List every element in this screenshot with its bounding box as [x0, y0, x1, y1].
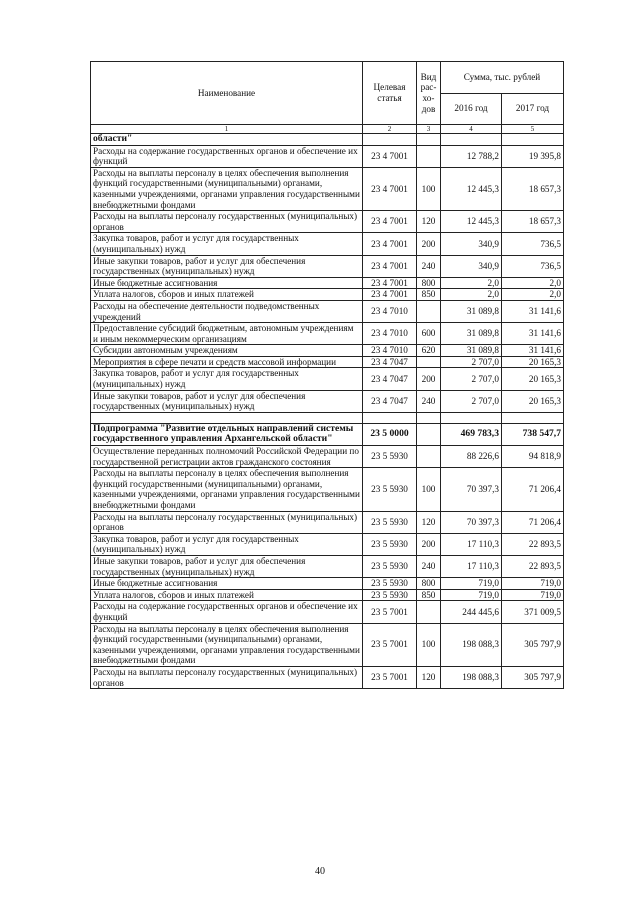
cell-sum-2016: 198 088,3: [441, 623, 502, 666]
cell-target-code: 23 4 7001: [363, 255, 417, 277]
cell-sum-2016: 17 110,3: [441, 533, 502, 555]
cell-expense-type: 120: [417, 511, 441, 533]
cell-sum-2016: 2,0: [441, 277, 502, 289]
table-row: [91, 233, 564, 255]
cell-target-code: 23 4 7001: [363, 289, 417, 301]
cell-name: Расходы на обеспечение деятельности подведомственных учреждений: [91, 300, 363, 322]
cell-sum-2016: [441, 134, 502, 146]
table-row: [91, 468, 564, 511]
cell-sum-2017: 31 141,6: [502, 345, 564, 357]
cell-expense-type: 850: [417, 589, 441, 601]
column-number: 3: [417, 125, 441, 134]
cell-expense-type: 100: [417, 167, 441, 210]
column-number: 1: [91, 125, 363, 134]
cell-expense-type: 200: [417, 533, 441, 555]
page-number: 40: [315, 866, 325, 877]
cell-sum-2017: 31 141,6: [502, 300, 564, 322]
cell-sum-2016: 12 445,3: [441, 211, 502, 233]
cell-sum-2017: 94 818,9: [502, 446, 564, 468]
cell-expense-type: 100: [417, 468, 441, 511]
cell-name: Предоставление субсидий бюджетным, автономным учреждениям и иным некоммерческим организациям: [91, 323, 363, 345]
cell-expense-type: [417, 356, 441, 368]
cell-sum-2016: 31 089,8: [441, 323, 502, 345]
cell-sum-2016: 198 088,3: [441, 666, 502, 688]
cell-target-code: 23 4 7001: [363, 277, 417, 289]
cell-expense-type: 100: [417, 623, 441, 666]
cell-expense-type: [417, 601, 441, 623]
cell-target-code: 23 5 5930: [363, 589, 417, 601]
table-body: [91, 134, 564, 689]
cell-sum-2017: [502, 134, 564, 146]
cell-target-code: 23 4 7001: [363, 167, 417, 210]
cell-expense-type: 600: [417, 323, 441, 345]
cell-name: Закупка товаров, работ и услуг для государственных (муниципальных) нужд: [91, 368, 363, 390]
table-row: [91, 345, 564, 357]
cell-target-code: 23 4 7047: [363, 390, 417, 412]
cell-name: Расходы на выплаты персоналу государственных (муниципальных) органов: [91, 211, 363, 233]
cell-target-code: 23 4 7001: [363, 211, 417, 233]
cell-expense-type: 620: [417, 345, 441, 357]
cell-name: области": [91, 134, 363, 146]
cell-sum-2017: 71 206,4: [502, 468, 564, 511]
column-number: 2: [363, 125, 417, 134]
cell-name: Закупка товаров, работ и услуг для государственных (муниципальных) нужд: [91, 533, 363, 555]
cell-sum-2016: 17 110,3: [441, 555, 502, 577]
table-row: [91, 601, 564, 623]
table-row: [91, 368, 564, 390]
budget-table: [90, 61, 564, 689]
cell-name: Расходы на выплаты персоналу в целях обеспечения выполнения функций государственными (муниципальными) органами, казенными учреждениями, органами управления государственными внебюджетными фондами: [91, 468, 363, 511]
cell-name: Осуществление переданных полномочий Российской Федерации по государственной регистрации актов гражданского состояния: [91, 446, 363, 468]
cell-expense-type: [417, 412, 441, 423]
cell-name: [91, 412, 363, 423]
cell-target-code: 23 5 7001: [363, 601, 417, 623]
header-name: Наименование: [91, 62, 363, 125]
header-exp-type: Вид рас-хо-дов: [417, 62, 441, 125]
cell-target-code: 23 4 7001: [363, 233, 417, 255]
cell-sum-2016: [441, 412, 502, 423]
cell-sum-2017: 371 009,5: [502, 601, 564, 623]
cell-name: Иные закупки товаров, работ и услуг для обеспечения государственных (муниципальных) нужд: [91, 390, 363, 412]
cell-sum-2016: 719,0: [441, 578, 502, 590]
table-row: [91, 511, 564, 533]
cell-target-code: 23 4 7010: [363, 300, 417, 322]
cell-sum-2017: 18 657,3: [502, 211, 564, 233]
table-row: [91, 555, 564, 577]
cell-sum-2017: 305 797,9: [502, 666, 564, 688]
cell-expense-type: 200: [417, 368, 441, 390]
cell-sum-2016: 12 445,3: [441, 167, 502, 210]
cell-target-code: 23 4 7010: [363, 345, 417, 357]
cell-expense-type: 800: [417, 578, 441, 590]
cell-sum-2016: 70 397,3: [441, 468, 502, 511]
cell-name: Иные закупки товаров, работ и услуг для обеспечения государственных (муниципальных) нужд: [91, 255, 363, 277]
cell-expense-type: [417, 300, 441, 322]
cell-name: Уплата налогов, сборов и иных платежей: [91, 589, 363, 601]
cell-sum-2017: 22 893,5: [502, 555, 564, 577]
cell-expense-type: [417, 423, 441, 445]
cell-target-code: 23 5 5930: [363, 533, 417, 555]
table-row: [91, 423, 564, 445]
table-row: [91, 323, 564, 345]
cell-name: Мероприятия в сфере печати и средств массовой информации: [91, 356, 363, 368]
cell-expense-type: 240: [417, 555, 441, 577]
cell-expense-type: 120: [417, 211, 441, 233]
cell-target-code: 23 5 5930: [363, 446, 417, 468]
header-year-2016: 2016 год: [441, 93, 502, 125]
cell-sum-2016: 2 707,0: [441, 390, 502, 412]
table-row: [91, 277, 564, 289]
cell-sum-2016: 244 445,6: [441, 601, 502, 623]
cell-sum-2016: 12 788,2: [441, 145, 502, 167]
cell-name: Иные закупки товаров, работ и услуг для обеспечения государственных (муниципальных) нужд: [91, 555, 363, 577]
cell-sum-2017: 736,5: [502, 233, 564, 255]
cell-expense-type: 200: [417, 233, 441, 255]
cell-sum-2016: 2 707,0: [441, 368, 502, 390]
table-row: [91, 589, 564, 601]
cell-name: Расходы на выплаты персоналу в целях обеспечения выполнения функций государственными (муниципальными) органами, казенными учреждениями, органами управления государственными внебюджетными фондами: [91, 167, 363, 210]
cell-sum-2017: 305 797,9: [502, 623, 564, 666]
table-row: [91, 255, 564, 277]
cell-sum-2016: 469 783,3: [441, 423, 502, 445]
cell-sum-2017: 19 395,8: [502, 145, 564, 167]
cell-expense-type: [417, 145, 441, 167]
cell-sum-2016: 70 397,3: [441, 511, 502, 533]
cell-expense-type: 120: [417, 666, 441, 688]
table-row: [91, 211, 564, 233]
table-row: [91, 167, 564, 210]
cell-sum-2017: 18 657,3: [502, 167, 564, 210]
cell-target-code: 23 5 5930: [363, 511, 417, 533]
cell-target-code: [363, 134, 417, 146]
table-row: [91, 578, 564, 590]
cell-name: Расходы на выплаты персоналу в целях обеспечения выполнения функций государственными (муниципальными) органами, казенными учреждениями, органами управления государственными внебюджетными фондами: [91, 623, 363, 666]
cell-expense-type: 240: [417, 390, 441, 412]
cell-target-code: [363, 412, 417, 423]
cell-sum-2016: 2,0: [441, 289, 502, 301]
cell-target-code: 23 5 5930: [363, 555, 417, 577]
cell-expense-type: 850: [417, 289, 441, 301]
cell-sum-2016: 340,9: [441, 255, 502, 277]
cell-name: Иные бюджетные ассигнования: [91, 578, 363, 590]
cell-sum-2017: 20 165,3: [502, 356, 564, 368]
table-row: [91, 300, 564, 322]
header-year-2017: 2017 год: [502, 93, 564, 125]
cell-name: Субсидии автономным учреждениям: [91, 345, 363, 357]
cell-sum-2017: 719,0: [502, 589, 564, 601]
table-row: [91, 289, 564, 301]
header-code: Целевая статья: [363, 62, 417, 125]
table-row: [91, 666, 564, 688]
cell-target-code: 23 5 7001: [363, 666, 417, 688]
cell-sum-2017: [502, 412, 564, 423]
cell-name: Расходы на выплаты персоналу государственных (муниципальных) органов: [91, 511, 363, 533]
cell-sum-2016: 88 226,6: [441, 446, 502, 468]
cell-sum-2016: 719,0: [441, 589, 502, 601]
table-row: [91, 390, 564, 412]
cell-name: Подпрограмма "Развитие отдельных направлений системы государственного управления Архангельской области": [91, 423, 363, 445]
cell-name: Расходы на выплаты персоналу государственных (муниципальных) органов: [91, 666, 363, 688]
cell-sum-2016: 31 089,8: [441, 300, 502, 322]
cell-target-code: 23 5 5930: [363, 578, 417, 590]
cell-target-code: 23 4 7047: [363, 368, 417, 390]
cell-name: Иные бюджетные ассигнования: [91, 277, 363, 289]
column-number-row: [91, 125, 564, 134]
header-row: [91, 62, 564, 94]
table-row: [91, 356, 564, 368]
table-row: [91, 533, 564, 555]
cell-sum-2017: 736,5: [502, 255, 564, 277]
table-row: [91, 412, 564, 423]
cell-target-code: 23 4 7047: [363, 356, 417, 368]
cell-sum-2017: 2,0: [502, 277, 564, 289]
table-row: [91, 446, 564, 468]
cell-target-code: 23 5 0000: [363, 423, 417, 445]
table-row: [91, 145, 564, 167]
cell-name: Уплата налогов, сборов и иных платежей: [91, 289, 363, 301]
cell-target-code: 23 5 5930: [363, 468, 417, 511]
cell-sum-2016: 31 089,8: [441, 345, 502, 357]
cell-sum-2017: 738 547,7: [502, 423, 564, 445]
table-row: [91, 134, 564, 146]
cell-sum-2017: 71 206,4: [502, 511, 564, 533]
cell-name: Расходы на содержание государственных органов и обеспечение их функций: [91, 601, 363, 623]
column-number: 4: [441, 125, 502, 134]
cell-expense-type: [417, 134, 441, 146]
cell-sum-2017: 2,0: [502, 289, 564, 301]
cell-target-code: 23 4 7010: [363, 323, 417, 345]
cell-name: Расходы на содержание государственных органов и обеспечение их функций: [91, 145, 363, 167]
cell-target-code: 23 5 7001: [363, 623, 417, 666]
cell-expense-type: 240: [417, 255, 441, 277]
cell-name: Закупка товаров, работ и услуг для государственных (муниципальных) нужд: [91, 233, 363, 255]
cell-sum-2016: 340,9: [441, 233, 502, 255]
column-number: 5: [502, 125, 564, 134]
cell-sum-2017: 22 893,5: [502, 533, 564, 555]
cell-expense-type: [417, 446, 441, 468]
cell-sum-2017: 31 141,6: [502, 323, 564, 345]
cell-sum-2017: 20 165,3: [502, 368, 564, 390]
header-sum: Сумма, тыс. рублей: [441, 62, 564, 94]
table-row: [91, 623, 564, 666]
cell-sum-2017: 719,0: [502, 578, 564, 590]
cell-sum-2016: 2 707,0: [441, 356, 502, 368]
cell-sum-2017: 20 165,3: [502, 390, 564, 412]
cell-expense-type: 800: [417, 277, 441, 289]
cell-target-code: 23 4 7001: [363, 145, 417, 167]
